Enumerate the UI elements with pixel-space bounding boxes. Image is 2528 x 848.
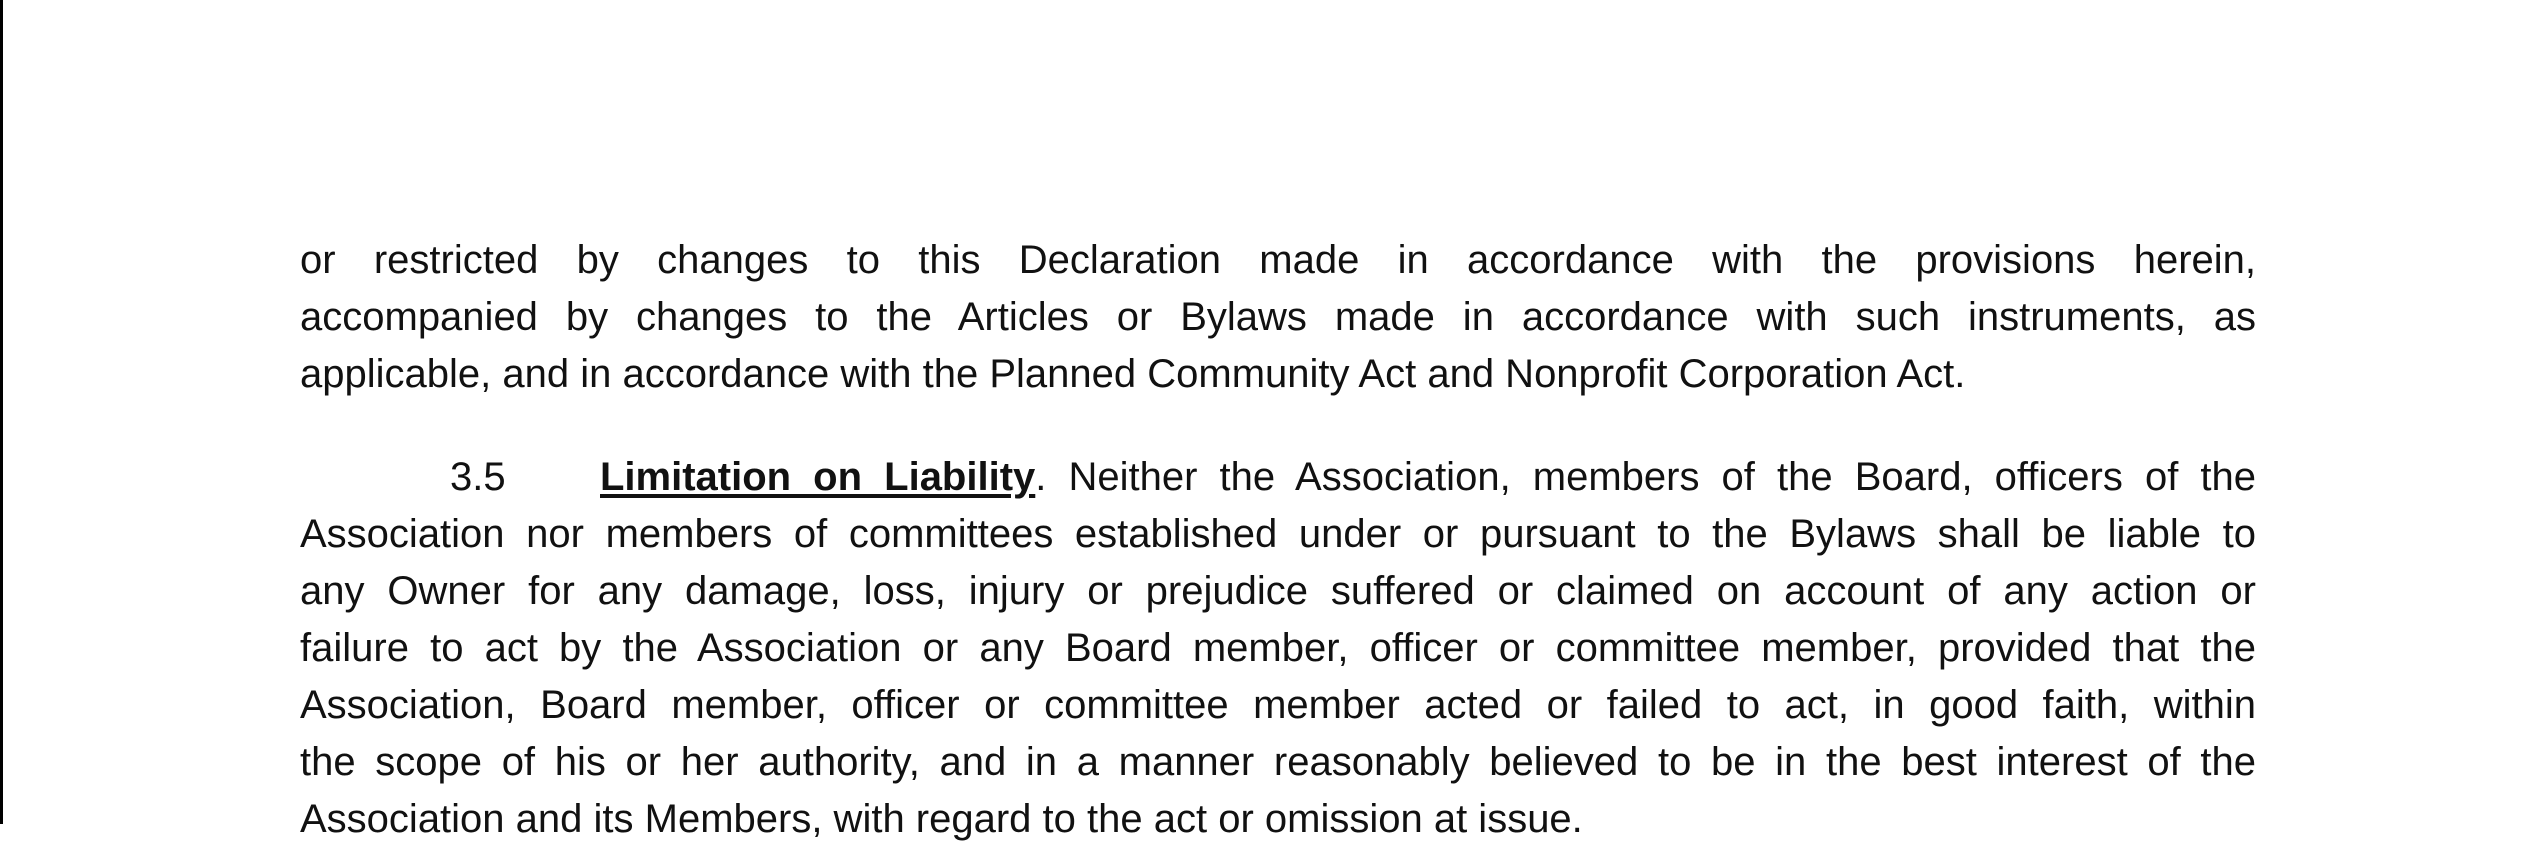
section-3-5-paragraph [300, 449, 2256, 848]
paragraph-line: the scope of his or her authority, and in a manner reasonably believed to be in the best interest of the [300, 740, 2256, 784]
paragraph-line: Association nor members of committees established under or pursuant to the Bylaws shall be liable to [300, 512, 2256, 556]
section-number: 3.5 [450, 455, 506, 499]
page-left-edge [0, 0, 3, 824]
paragraph-line: Association and its Members, with regard to the act or omission at issue. [300, 797, 1583, 841]
paragraph-line: Association, Board member, officer or committee member acted or failed to act, in good faith, within [300, 683, 2256, 727]
section-heading: Limitation on Liability [600, 455, 1036, 499]
paragraph-line: or restricted by changes to this Declaration made in accordance with the provisions herein, [300, 238, 2256, 282]
paragraph-line: failure to act by the Association or any Board member, officer or committee member, provided that the [300, 626, 2256, 670]
document-page [300, 232, 2256, 848]
section-first-line-text: . Neither the Association, members of the Board, officers of the [1035, 455, 2256, 499]
paragraph-line: any Owner for any damage, loss, injury or prejudice suffered or claimed on account of any action or [300, 569, 2256, 613]
intro-paragraph [300, 232, 2256, 403]
paragraph-line: accompanied by changes to the Articles or Bylaws made in accordance with such instruments, as [300, 295, 2256, 339]
paragraph-line: applicable, and in accordance with the Planned Community Act and Nonprofit Corporation Act. [300, 352, 1966, 396]
section-first-line [300, 449, 2256, 506]
